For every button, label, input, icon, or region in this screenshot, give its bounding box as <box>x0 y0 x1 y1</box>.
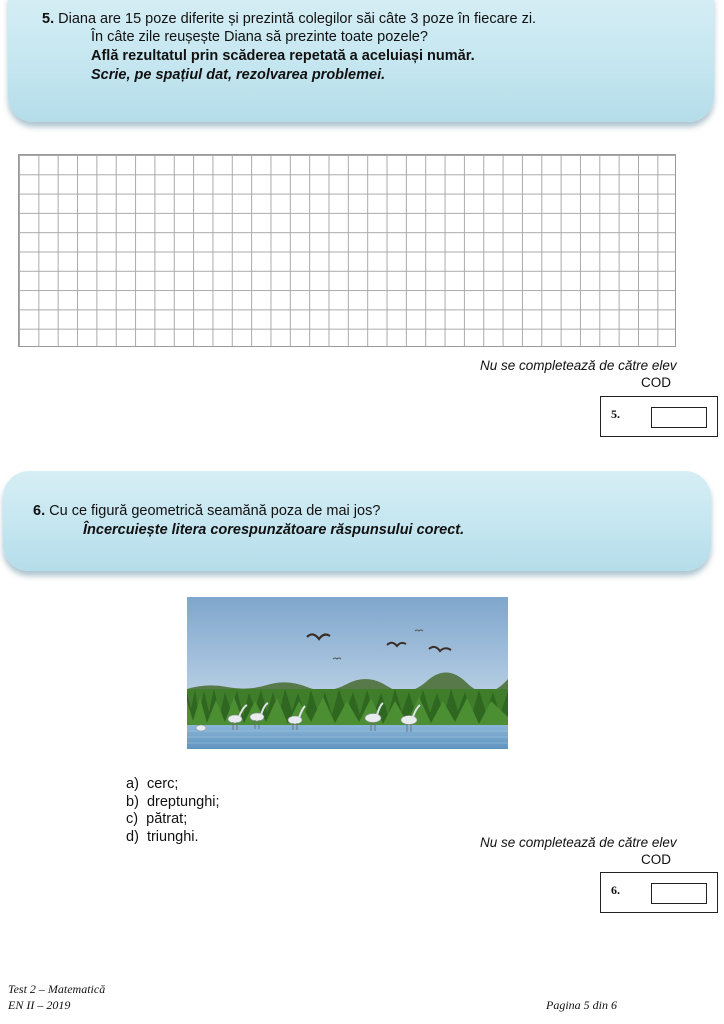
cod-label-6: COD <box>641 852 671 867</box>
question-5-line-1 <box>42 10 536 28</box>
question-6-number: 6. <box>33 503 46 519</box>
question-6-instruction: Încercuiește litera corespunzătoare răspunsului corect. <box>83 522 465 538</box>
code-box-5-field <box>651 407 707 428</box>
question-5-line-2: În câte zile reușește Diana să prezinte toate pozele? <box>91 29 428 45</box>
footer-exam-year: EN II – 2019 <box>8 998 71 1012</box>
question-5-text: Diana are 15 poze diferite și prezintă colegilor săi câte 3 poze în fiecare zi. <box>58 11 537 27</box>
option-a[interactable]: a) cerc; <box>126 776 179 792</box>
footer-page-number: Pagina 5 din 6 <box>546 998 617 1012</box>
question-5-instruction: Află rezultatul prin scăderea repetată a aceluiași număr. <box>91 48 475 64</box>
code-box-6-field <box>651 883 707 904</box>
option-d[interactable]: d) triunghi. <box>126 828 199 845</box>
heron-photo <box>187 597 508 749</box>
question-5-number: 5. <box>42 11 55 27</box>
question-5-write-instruction: Scrie, pe spațiul dat, rezolvarea problemei. <box>91 67 386 83</box>
option-b[interactable]: b) dreptunghi; <box>126 793 220 810</box>
code-box-6 <box>600 872 718 913</box>
teacher-only-note-5: Nu se completează de către elev <box>480 358 677 373</box>
footer-test-title: Test 2 – Matematică <box>8 982 106 996</box>
question-6-line-1 <box>33 502 380 520</box>
code-box-6-label: 6. <box>611 883 620 897</box>
cod-label-5: COD <box>641 375 671 390</box>
option-c[interactable]: c) pătrat; <box>126 811 188 827</box>
code-box-5-label: 5. <box>611 407 620 421</box>
code-box-5 <box>600 396 718 437</box>
answer-options <box>126 776 220 846</box>
question-6-text: Cu ce figură geometrică seamănă poza de mai jos? <box>49 503 381 519</box>
answer-grid[interactable] <box>18 154 676 347</box>
teacher-only-note-6: Nu se completează de către elev <box>480 835 677 850</box>
